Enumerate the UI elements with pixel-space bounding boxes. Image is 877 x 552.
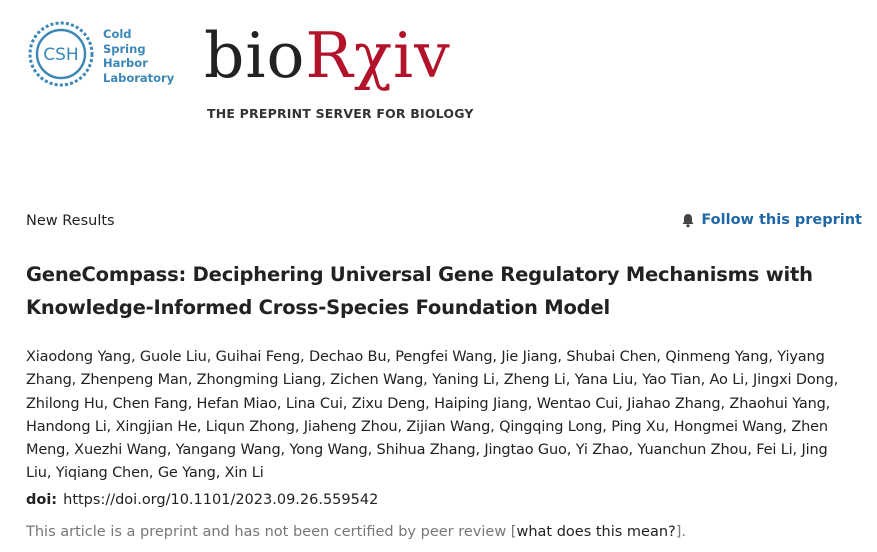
author-link[interactable]: Haiping Jiang — [434, 395, 528, 412]
author-list: Xiaodong Yang, Guole Liu, Guihai Feng, Dechao Bu, Pengfei Wang, Jie Jiang, Shubai Chen, Qinmeng Yang, Yiyang Zhang, Zhenpeng Man, Zhongming Liang, Zichen Wang, Yaning Li, Zheng Li, Yana Liu, Yao Tian, Ao Li, Jingxi Dong, Zhilong Hu, Chen Fang, Hefan Miao, Lina Cui, Zixu Deng, Haiping Jiang, Wentao Cui, Jiahao Zhang, Zhaohui Yang, Handong Li, Xingjian He, Liqun Zhong, Jiaheng Zhou, Zijian Wang, Qingqing Long, Ping Xu, Hongmei Wang, Zhen Meng, Xuezhi Wang, Yangang Wang, Yong Wang, Shihua Zhang, Jingtao Guo, Yi Zhao, Yuanchun Zhou, Fei Li, Jing Liu, Yiqiang Chen, Ge Yang, Xin Li — [26, 349, 839, 482]
author-link[interactable]: Ao Li — [709, 372, 745, 389]
author-link[interactable]: Dechao Bu — [308, 349, 387, 365]
author-link[interactable]: Zhilong Hu — [26, 395, 104, 412]
disclaimer-end: ]. — [675, 524, 687, 540]
author-link[interactable]: Yangang Wang — [175, 442, 281, 459]
author-link[interactable]: Hongmei Wang — [673, 418, 783, 435]
author-link[interactable]: Zhaohui Yang — [729, 395, 826, 412]
author-link[interactable]: Zhenpeng Man — [80, 372, 188, 389]
author-link[interactable]: Pengfei Wang — [395, 349, 493, 365]
brand-wordmark — [204, 20, 451, 92]
author-link[interactable]: Zixu Deng — [351, 395, 426, 412]
author-link[interactable]: Yana Liu — [574, 372, 634, 389]
author-link[interactable]: Ge Yang — [157, 465, 216, 482]
author-link[interactable]: Handong Li — [26, 418, 107, 435]
author-link[interactable]: Yong Wang — [289, 442, 368, 459]
csh-line: Laboratory — [103, 70, 175, 85]
author-link[interactable]: Wentao Cui — [536, 395, 619, 412]
author-link[interactable]: Jiahao Zhang — [627, 395, 721, 412]
author-link[interactable]: Shubai Chen — [566, 349, 657, 365]
brand-part1: bio — [204, 19, 306, 92]
author-link[interactable]: Xin Li — [224, 465, 264, 482]
follow-label: Follow this preprint — [701, 212, 862, 228]
author-link[interactable]: Qinmeng Yang — [665, 349, 769, 365]
author-link[interactable]: Jingxi Dong — [752, 372, 834, 389]
csh-line: Cold — [103, 27, 132, 41]
brand-tagline: THE PREPRINT SERVER FOR BIOLOGY — [207, 106, 474, 121]
author-link[interactable]: Guole Liu — [139, 349, 207, 365]
brand-part2: Rχiv — [305, 19, 451, 92]
author-link[interactable]: Yiqiang Chen — [55, 465, 149, 482]
author-link[interactable]: Jingtao Guo — [484, 442, 567, 459]
author-link[interactable]: Jing Liu — [26, 442, 828, 482]
site-header — [0, 0, 877, 140]
csh-line: Harbor — [103, 56, 148, 70]
author-link[interactable]: Shihua Zhang — [376, 442, 476, 459]
author-link[interactable]: Zijian Wang — [406, 418, 491, 435]
what-does-this-mean-link[interactable]: what does this mean? — [516, 524, 676, 540]
author-link[interactable]: Fei Li — [756, 442, 793, 459]
author-link[interactable]: Yiyang Zhang — [26, 349, 825, 389]
author-link[interactable]: Yuanchun Zhou — [637, 442, 748, 459]
author-link[interactable]: Zichen Wang — [330, 372, 424, 389]
author-link[interactable]: Zhen Meng — [26, 418, 828, 459]
doi-label: doi: — [26, 492, 58, 508]
author-link[interactable]: Jiaheng Zhou — [303, 418, 398, 435]
author-link[interactable]: Guihai Feng — [215, 349, 301, 365]
author-link[interactable]: Hefan Miao — [196, 395, 277, 412]
csh-name — [103, 27, 174, 85]
author-link[interactable]: Liqun Zhong — [205, 418, 295, 435]
author-link[interactable]: Xiaodong Yang — [26, 349, 131, 365]
author-link[interactable]: Yao Tian — [642, 372, 701, 389]
doi-url[interactable]: https://doi.org/10.1101/2023.09.26.559542 — [63, 492, 379, 508]
author-link[interactable]: Zhongming Liang — [196, 372, 322, 389]
doi-line — [26, 492, 378, 508]
section-label: New Results — [26, 213, 115, 229]
csh-logo[interactable] — [27, 20, 177, 92]
author-link[interactable]: Lina Cui — [285, 395, 343, 412]
disclaimer-text: This article is a preprint and has not been certified by peer review [ — [26, 524, 517, 540]
author-link[interactable]: Xingjian He — [115, 418, 197, 435]
article-title: GeneCompass: Deciphering Universal Gene Regulatory Mechanisms with Knowledge-Informed Cross-Species Foundation Model — [26, 263, 813, 319]
author-link[interactable]: Xuezhi Wang — [74, 442, 167, 459]
author-link[interactable]: Yaning Li — [432, 372, 495, 389]
author-link[interactable]: Chen Fang — [112, 395, 188, 412]
peer-review-disclaimer — [26, 524, 686, 540]
author-link[interactable]: Jie Jiang — [501, 349, 558, 365]
biorxiv-logo[interactable] — [200, 18, 480, 121]
csh-line: Spring — [103, 41, 146, 56]
author-link[interactable]: Qingqing Long — [499, 418, 603, 435]
follow-preprint-link[interactable] — [681, 212, 862, 228]
author-link[interactable]: Ping Xu — [611, 418, 665, 435]
author-link[interactable]: Zheng Li — [503, 372, 566, 389]
csh-seal-icon — [27, 20, 95, 88]
bell-icon — [681, 213, 695, 228]
csh-seal-text: CSH — [43, 45, 79, 65]
author-link[interactable]: Yi Zhao — [575, 442, 629, 459]
